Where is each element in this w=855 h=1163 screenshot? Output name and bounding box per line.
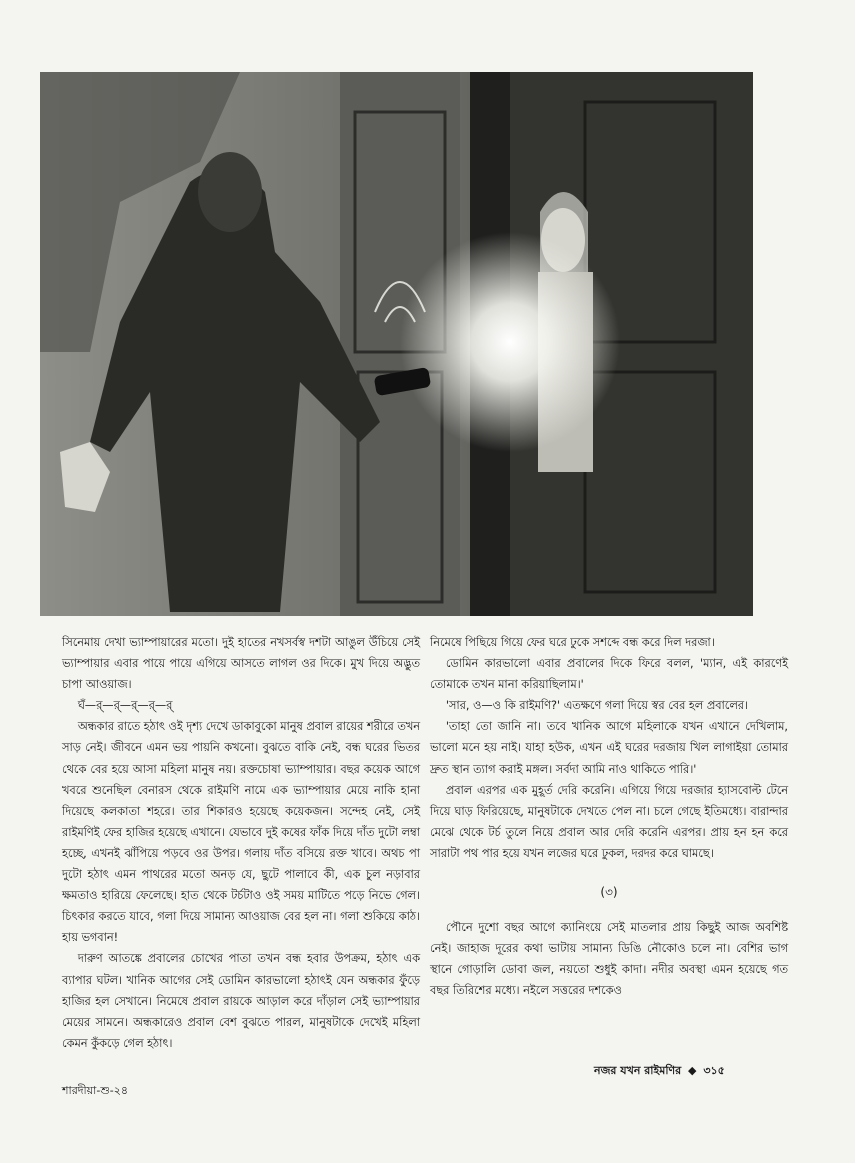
issue-label: শারদীয়া-শু-২৪	[62, 1084, 129, 1097]
paragraph: পৌনে দুশো বছর আগে ক্যানিংয়ে সেই মাতলার প্রায় কিছুই আজ অবশিষ্ট নেই। জাহাজ দূরের কথা ভাটায় সামান্য ডিঙি নৌকোও চলে না। বেশির ভাগ স্থানে গোড়ালি ডোবা জল, নয়তো শুধুই কাদা। নদীর অবস্থা এমন হয়েছে গত বছর তিরিশের মধ্যে। নইলে সত্তরের দশকেও	[430, 921, 788, 998]
left-text-column	[62, 632, 420, 1054]
page-number: ৩১৫	[703, 1064, 725, 1077]
paragraph: সিনেমায় দেখা ভ্যাম্পায়ারের মতো। দুই হাতের নখসর্বস্ব দশটা আঙুল উঁচিয়ে সেই ভ্যাম্পায়ার এবার পায়ে পায়ে এগিয়ে আসতে লাগল ওর দিকে। মুখ দিয়ে অদ্ভুত চাপা আওয়াজ।	[62, 636, 420, 692]
right-text-column	[430, 632, 788, 1002]
paragraph: অন্ধকার রাতে হঠাৎ ওই দৃশ্য দেখে ডাকাবুকো মানুষ প্রবাল রায়ের শরীরে তখন সাড় নেই। জীবনে এমন ভয় পায়নি কখনো। বুঝতে বাকি নেই, বন্ধ ঘরের ভিতর থেকে বের হয়ে আসা মহিলা মানুষ নয়। রক্তচোষা ভ্যাম্পায়ার। বছর কয়েক আগে খবরে শুনেছিল বেনারস থেকে রাইমণি নামে এক ভ্যাম্পায়ার মেয়ে নাকি হানা দিয়েছে কলকাতা শহরে। তার শিকারও হয়েছে কয়েকজন। সন্দেহ নেই, সেই রাইমণিই ফের হাজির হয়েছে এখানে। যেভাবে দুই কষের ফাঁক দিয়ে দাঁত দুটো লম্বা হচ্ছে, এখনই ঝাঁপিয়ে পড়বে ওর উপর। গলায় দাঁত বসিয়ে রক্ত খাবে। অথচ পা দুটো হঠাৎ এমন পাথরের মতো অনড় যে, ছুটে পালাবে কী, এক চুল নড়াবার ক্ষমতাও হারিয়ে ফেলেছে। হাত থেকে টর্চটাও ওই সময় মাটিতে পড়ে নিভে গেল। চিৎকার করতে যাবে, গলা দিয়ে সামান্য আওয়াজ বের হল না। গলা শুকিয়ে কাঠ। হায় ভগবান!	[62, 720, 420, 945]
paragraph: ঘঁ—র্‌—র্‌—র্‌—র্‌—র্‌	[77, 699, 173, 713]
paragraph: দারুণ আতঙ্কে প্রবালের চোখের পাতা তখন বন্ধ হবার উপক্রম, হঠাৎ এক ব্যাপার ঘটল। খানিক আগের সেই ডোমিন কারভালো হঠাৎই যেন অন্ধকার ফুঁড়ে হাজির হল সেখানে। নিমেষে প্রবাল রায়কে আড়াল করে দাঁড়াল সেই ভ্যাম্পায়ার মেয়ের সামনে। অন্ধকারেও প্রবাল বেশ বুঝতে পারল, মানুষটাকে দেখেই মহিলা কেমন কুঁকড়ে গেল হঠাৎ।	[62, 952, 420, 1050]
paragraph: 'সার, ও—ও কি রাইমণি?' এতক্ষণে গলা দিয়ে স্বর বের হল প্রবালের।	[445, 699, 749, 713]
paragraph: নিমেষে পিছিয়ে গিয়ে ফের ঘরে ঢুকে সশব্দে বন্ধ করে দিল দরজা।	[430, 636, 715, 649]
diamond-icon: ◆	[688, 1064, 697, 1077]
paragraph: প্রবাল এরপর এক মুহূর্ত দেরি করেনি। এগিয়ে গিয়ে দরজার হ্যাসবোল্ট টেনে দিয়ে ঘাড় ফিরিয়েছে, মানুষটাকে দেখতে পেল না। চলে গেছে ইতিমধ্যে। বারান্দার মেঝে থেকে টর্চ তুলে নিয়ে প্রবাল আর দেরি করেনি এরপর। প্রায় হন হন করে সারাটা পথ পার হয়ে যখন লজের ঘরে ঢুকল, দরদর করে ঘামছে।	[430, 783, 788, 860]
paragraph: 'তাহা তো জানি না। তবে খানিক আগে মহিলাকে যখন এখানে দেখিলাম, ভালো মনে হয় নাই। যাহা হউক, এখন এই ঘরের দরজায় খিল লাগাইয়া তোমার দ্রুত স্থান ত্যাগ করাই মঙ্গল। সর্বদা আমি নাও থাকিতে পারি।'	[430, 720, 788, 776]
running-footer	[594, 1062, 725, 1081]
story-illustration	[40, 72, 753, 616]
section-number: (৩)	[600, 885, 618, 900]
night-scene-illustration-icon	[40, 72, 753, 616]
story-title: নজর যখন রাইমণির	[594, 1064, 682, 1077]
paragraph: ডোমিন কারভালো এবার প্রবালের দিকে ফিরে বলল, 'ম্যান, এই কারণেই তোমাকে তখন মানা করিয়াছিলাম।'	[430, 657, 788, 692]
